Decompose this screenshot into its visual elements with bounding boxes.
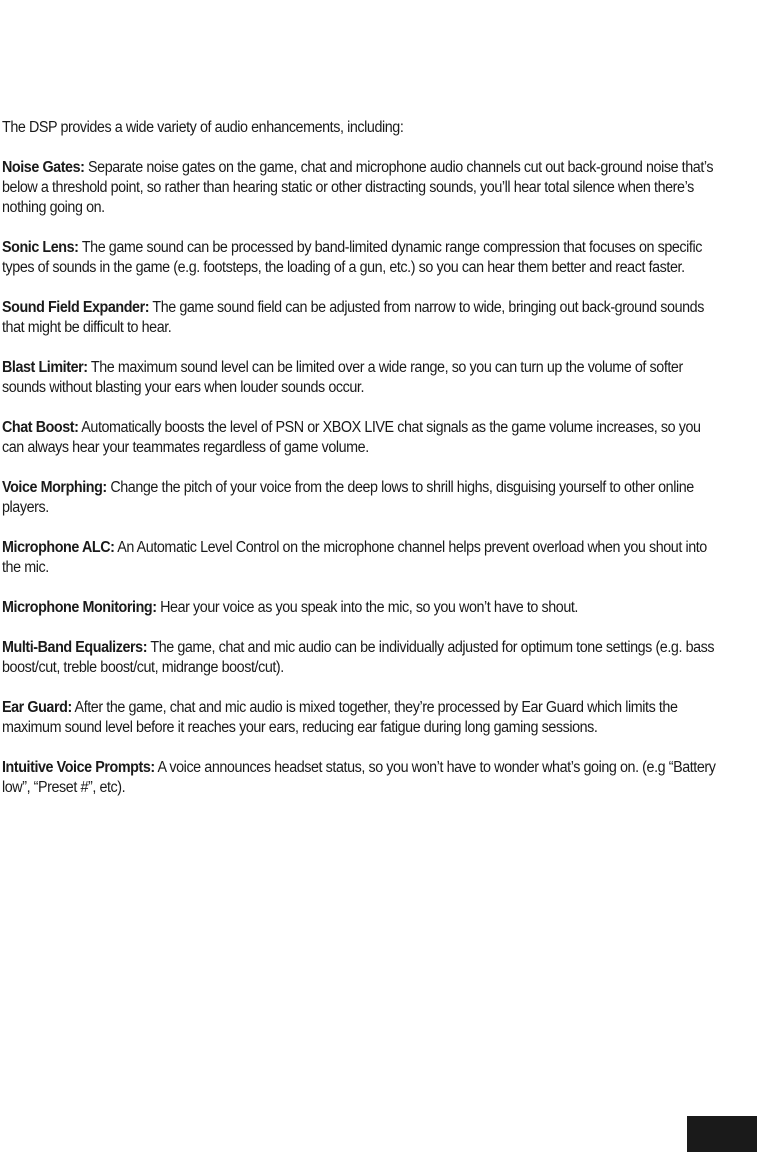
feature-term: Chat Boost: (2, 419, 79, 436)
feature-term: Multi-Band Equalizers: (2, 639, 148, 656)
feature-microphone-alc (2, 538, 718, 578)
feature-description: Separate noise gates on the game, chat and microphone audio channels cut out back-ground noise that’s below a threshold point, so rather than hearing static or other distracting sounds, you’ll hear total silence when there’s nothing going on. (2, 159, 714, 216)
feature-term: Microphone ALC: (2, 539, 115, 556)
feature-description: Automatically boosts the level of PSN or XBOX LIVE chat signals as the game volume increases, so you can always hear your teammates regardless of game volume. (2, 419, 701, 456)
feature-term: Microphone Monitoring: (2, 599, 157, 616)
feature-term: Ear Guard: (2, 699, 72, 716)
feature-term: Noise Gates: (2, 159, 85, 176)
feature-sound-field-expander (2, 298, 718, 338)
feature-description: The game sound can be processed by band-limited dynamic range compression that focuses on specific types of sounds in the game (e.g. footsteps, the loading of a gun, etc.) so you can hear them better and react faster. (2, 239, 702, 276)
feature-description: The game, chat and mic audio can be individually adjusted for optimum tone settings (e.g. bass boost/cut, treble boost/cut, midrange boost/cut). (2, 639, 715, 676)
feature-term: Sonic Lens: (2, 239, 79, 256)
document-body (2, 118, 724, 818)
feature-description: A voice announces headset status, so you won’t have to wonder what’s going on. (e.g “Battery low”, “Preset #”, etc). (2, 759, 716, 796)
feature-description: An Automatic Level Control on the microphone channel helps prevent overload when you shout into the mic. (2, 539, 707, 576)
feature-term: Sound Field Expander: (2, 299, 150, 316)
feature-description: After the game, chat and mic audio is mixed together, they’re processed by Ear Guard which limits the maximum sound level before it reaches your ears, reducing ear fatigue during long gaming sessions. (2, 699, 678, 736)
feature-description: Hear your voice as you speak into the mic, so you won’t have to shout. (156, 599, 578, 616)
intro-paragraph: The DSP provides a wide variety of audio enhancements, including: (2, 119, 404, 136)
feature-intuitive-voice-prompts (2, 758, 718, 798)
feature-chat-boost (2, 418, 718, 458)
feature-noise-gates (2, 158, 718, 218)
feature-description: Change the pitch of your voice from the deep lows to shrill highs, disguising yourself to other online players. (2, 479, 694, 516)
feature-description: The game sound field can be adjusted from narrow to wide, bringing out back-ground sounds that might be difficult to hear. (2, 299, 704, 336)
feature-microphone-monitoring (2, 598, 718, 618)
feature-term: Blast Limiter: (2, 359, 88, 376)
feature-voice-morphing (2, 478, 718, 518)
feature-term: Intuitive Voice Prompts: (2, 759, 155, 776)
feature-ear-guard (2, 698, 718, 738)
feature-sonic-lens (2, 238, 718, 278)
feature-description: The maximum sound level can be limited over a wide range, so you can turn up the volume of softer sounds without blasting your ears when louder sounds occur. (2, 359, 683, 396)
feature-blast-limiter (2, 358, 718, 398)
feature-term: Voice Morphing: (2, 479, 107, 496)
feature-multi-band-equalizers (2, 638, 718, 678)
page-tab-marker (687, 1116, 757, 1152)
